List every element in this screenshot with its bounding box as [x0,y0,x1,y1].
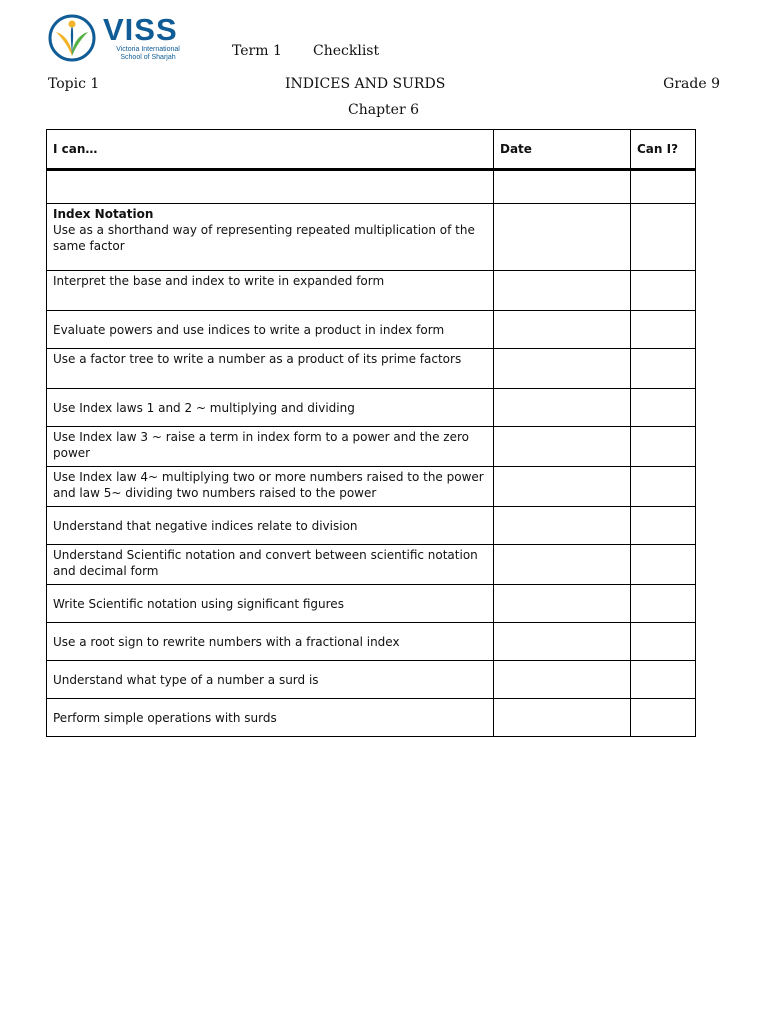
checklist-table [46,129,696,737]
page-title: INDICES AND SURDS [285,76,446,92]
table-row [47,661,696,699]
skill-cell: Understand that negative indices relate to division [47,507,494,545]
table-row [47,585,696,623]
skill-cell: Use a factor tree to write a number as a product of its prime factors [47,349,494,389]
skill-cell: Understand Scientific notation and convert between scientific notation and decimal form [47,545,494,585]
can-i-cell[interactable] [631,661,696,699]
can-i-cell[interactable] [631,623,696,661]
column-header-date: Date [494,130,631,170]
date-cell[interactable] [494,661,631,699]
date-cell[interactable] [494,467,631,507]
blank-cell [47,170,494,204]
skill-cell: Interpret the base and index to write in expanded form [47,271,494,311]
date-cell[interactable] [494,427,631,467]
table-row [47,349,696,389]
can-i-cell[interactable] [631,349,696,389]
can-i-cell[interactable] [631,204,696,271]
skill-cell [47,204,494,271]
term-label: Term 1 [232,43,282,59]
date-cell[interactable] [494,585,631,623]
can-i-cell[interactable] [631,311,696,349]
date-cell[interactable] [494,349,631,389]
table-row [47,311,696,349]
table-row [47,427,696,467]
logo-subtitle-line1: Victoria International [116,46,180,53]
table-row [47,204,696,271]
table-row [47,467,696,507]
can-i-cell[interactable] [631,170,696,204]
can-i-cell[interactable] [631,427,696,467]
topic-label: Topic 1 [48,76,100,92]
skill-cell: Write Scientific notation using significant figures [47,585,494,623]
skill-cell: Perform simple operations with surds [47,699,494,737]
table-row [47,699,696,737]
can-i-cell[interactable] [631,271,696,311]
date-cell[interactable] [494,545,631,585]
table-row [47,623,696,661]
can-i-cell[interactable] [631,699,696,737]
grade-label: Grade 9 [663,76,720,92]
can-i-cell[interactable] [631,545,696,585]
skill-cell: Use Index law 4~ multiplying two or more numbers raised to the power and law 5~ dividing two numbers raised to the power [47,467,494,507]
logo-subtitle [105,46,191,62]
logo-wordmark: VISS [103,12,178,47]
skill-cell: Understand what type of a number a surd is [47,661,494,699]
date-cell[interactable] [494,699,631,737]
skill-cell: Use a root sign to rewrite numbers with a fractional index [47,623,494,661]
date-cell[interactable] [494,311,631,349]
date-cell[interactable] [494,204,631,271]
table-row [47,545,696,585]
section-heading: Index Notation [53,207,154,221]
chapter-label: Chapter 6 [348,102,419,118]
can-i-cell[interactable] [631,389,696,427]
school-logo [48,12,188,64]
date-cell[interactable] [494,389,631,427]
skill-cell: Evaluate powers and use indices to write a product in index form [47,311,494,349]
table-header-row [47,130,696,170]
table-row [47,389,696,427]
date-cell[interactable] [494,271,631,311]
viss-emblem-icon [48,12,100,64]
skill-cell: Use Index law 3 ~ raise a term in index form to a power and the zero power [47,427,494,467]
logo-subtitle-line2: School of Sharjah [120,54,176,61]
date-cell[interactable] [494,170,631,204]
date-cell[interactable] [494,623,631,661]
column-header-i-can: I can… [47,130,494,170]
table-row [47,271,696,311]
column-header-can-i: Can I? [631,130,696,170]
skill-cell: Use Index laws 1 and 2 ~ multiplying and dividing [47,389,494,427]
date-cell[interactable] [494,507,631,545]
skill-text: Use as a shorthand way of representing repeated multiplication of the same factor [53,223,475,253]
can-i-cell[interactable] [631,467,696,507]
can-i-cell[interactable] [631,585,696,623]
table-row [47,507,696,545]
can-i-cell[interactable] [631,507,696,545]
checklist-label: Checklist [313,43,380,59]
table-row-blank [47,170,696,204]
